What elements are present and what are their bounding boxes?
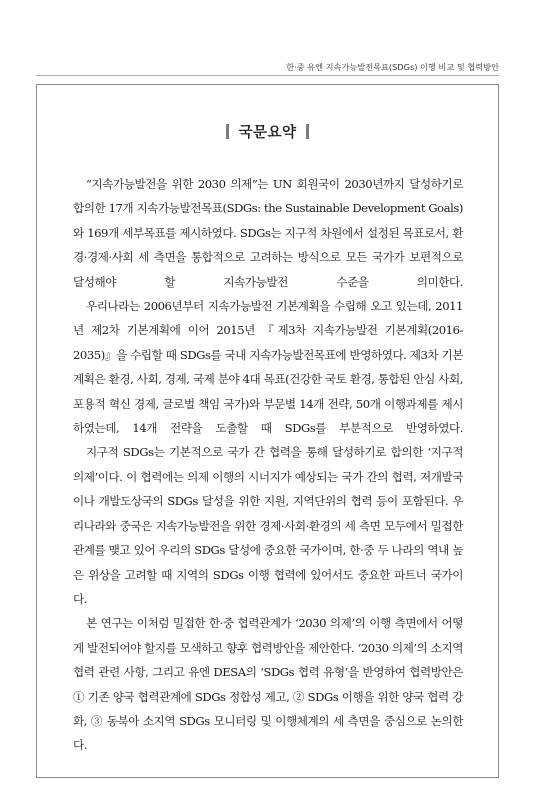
running-header: 한·중 유엔 지속가능발전목표(SDGs) 이행 비교 및 협력방안: [286, 62, 499, 72]
header-rule: [36, 75, 499, 76]
paragraph-1: “지속가능발전을 위한 2030 의제”는 UN 회원국이 2030년까지 달성하기로 합의한 17개 지속가능발전목표(SDGs: the Sustainable Development Goals)와 169개 세부목표를 제시하였다. SDGs는 지구적 차원에서 설정된 목표로서, 환경·경제·사회 세 측면을 통합적으로 고려하는 방식으로 모든 국가가 보편적으로 달성해야 할 지속가능발전 수준을 의미한다.: [73, 177, 463, 289]
section-title: [0, 121, 535, 142]
paragraph-3: 지구적 SDGs는 기본적으로 국가 간 협력을 통해 달성하기로 합의한 ‘지구적 의제’이다. 이 협력에는 의제 이행의 시너지가 예상되는 국가 간의 협력, 저개발국이나 개발도상국의 SDGs 달성을 위한 지원, 지역단위의 협력 등이 포함된다. 우리나라와 중국은 지속가능발전을 위한 경제·사회·환경의 세 측면 모두에서 밀접한 관계를 맺고 있어 우리의 SDGs 달성에 중요한 국가이며, 한·중 두 나라의 역내 높은 위상을 고려할 때 지역의 SDGs 이행 협력에 있어서도 중요한 파트너 국가이다.: [73, 445, 463, 606]
title-left-bar: [226, 124, 229, 139]
title-right-bar: [306, 124, 309, 139]
paragraph-4: 본 연구는 이처럼 밀접한 한·중 협력관계가 ‘2030 의제’의 이행 측면에서 어떻게 발전되어야 할지를 모색하고 향후 협력방안을 제안한다. ‘2030 의제’의 소지역 협력 관련 사항, 그리고 유엔 DESA의 ‘SDGs 협력 유형’을 반영하여 협력방안은 ① 기존 양국 협력관계에 SDGs 정합성 제고, ② SDGs 이행을 위한 양국 협력 강화, ③ 동북아 소지역 SDGs 모니터링 및 이행체계의 세 측면을 중심으로 논의한다.: [73, 616, 463, 753]
section-title-text: 국문요약: [238, 125, 297, 141]
summary-body: [73, 172, 463, 758]
paragraph-2: 우리나라는 2006년부터 지속가능발전 기본계획을 수립해 오고 있는데, 2011년 제2차 기본계획에 이어 2015년 『제3차 지속가능발전 기본계획(2016-2035)』을 수립할 때 SDGs를 국내 지속가능발전목표에 반영하였다. 제3차 기본계획은 환경, 사회, 경제, 국제 분야 4대 목표(건강한 국토 환경, 통합된 안심 사회, 포용적 혁신 경제, 글로벌 책임 국가)와 부문별 14개 전략, 50개 이행과제를 제시하였는데, 14개 전략을 도출할 때 SDGs를 부분적으로 반영하였다.: [73, 299, 463, 436]
